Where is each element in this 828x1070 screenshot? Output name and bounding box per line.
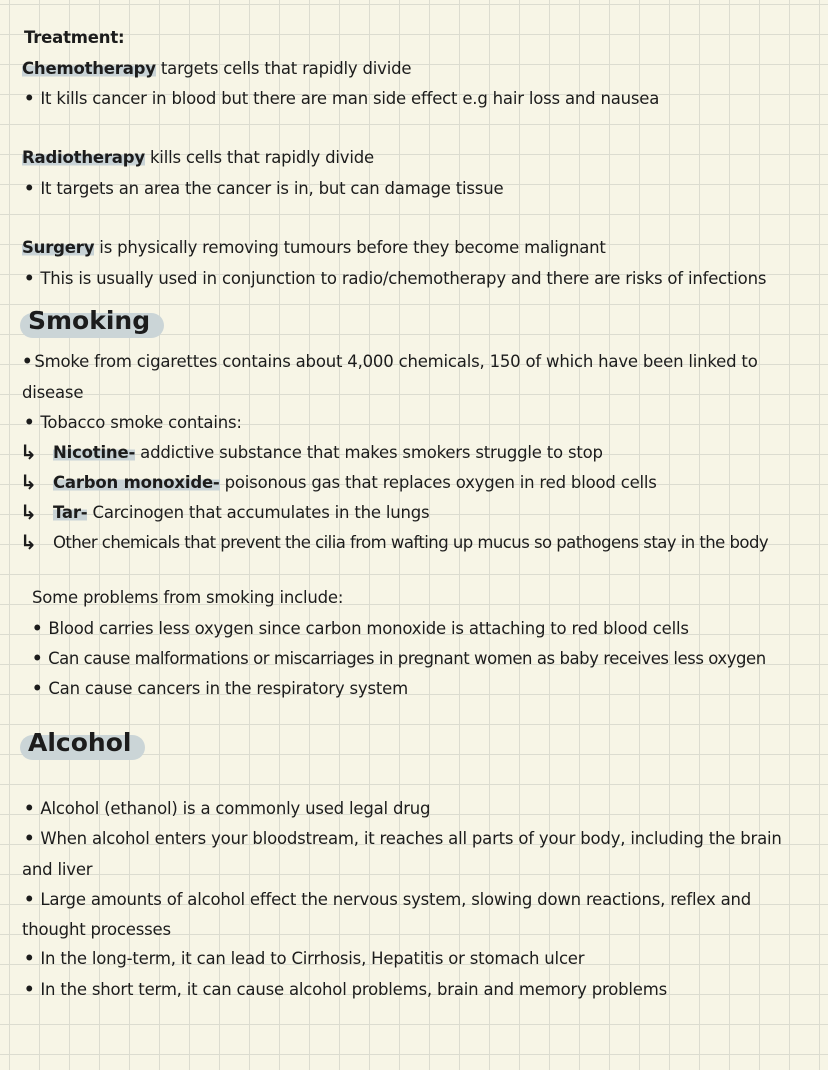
alcohol-text: When alcohol enters your bloodstream, it reaches all parts of your body, including the brain	[40, 829, 782, 848]
arrow-icon: ↳	[20, 470, 37, 494]
problem-item	[32, 649, 766, 669]
smoking-item-other	[53, 533, 768, 553]
smoking-line1-text: Smoke from cigarettes contains about 4,000 chemicals, 150 of which have been linked to	[34, 352, 758, 371]
problems-title: Some problems from smoking include:	[32, 588, 344, 607]
alcohol-bullet-2-cont: and liver	[22, 860, 93, 879]
bullet-icon: •	[32, 619, 43, 638]
smoking-heading-text: Smoking	[28, 306, 151, 335]
bullet-icon: •	[32, 649, 43, 668]
chemo-term: Chemotherapy	[22, 59, 156, 78]
smoking-item-carbon-monoxide	[53, 473, 657, 493]
alcohol-bullet-3-cont: thought processes	[22, 920, 171, 939]
item-term: Tar-	[53, 503, 88, 522]
radio-bullet	[24, 179, 503, 199]
alcohol-bullet-5	[24, 980, 667, 1000]
radio-bullet-text: It targets an area the cancer is in, but can damage tissue	[40, 179, 504, 198]
chemo-text: targets cells that rapidly divide	[155, 59, 412, 78]
smoking-heading	[20, 306, 164, 336]
bullet-icon: •	[24, 829, 35, 848]
bullet-icon: •	[22, 352, 33, 371]
bullet-icon: •	[24, 413, 35, 432]
item-term: Nicotine-	[53, 443, 136, 462]
arrow-icon: ↳	[20, 440, 37, 464]
item-term: Carbon monoxide-	[53, 473, 220, 492]
problem-item	[32, 679, 408, 699]
bullet-icon: •	[24, 799, 35, 818]
alcohol-text: In the long-term, it can lead to Cirrhosis, Hepatitis or stomach ulcer	[40, 949, 585, 968]
radio-text: kills cells that rapidly divide	[144, 148, 374, 167]
chemo-bullet-text: It kills cancer in blood but there are man side effect e.g hair loss and nausea	[40, 89, 660, 108]
treatment-title: Treatment:	[24, 28, 125, 47]
chemo-line	[22, 59, 411, 79]
alcohol-text: Large amounts of alcohol effect the nervous system, slowing down reactions, reflex and	[40, 890, 752, 909]
problem-text: Blood carries less oxygen since carbon monoxide is attaching to red blood cells	[48, 619, 689, 638]
alcohol-bullet-4	[24, 949, 584, 969]
surgery-bullet	[24, 269, 766, 289]
alcohol-text: Alcohol (ethanol) is a commonly used legal drug	[40, 799, 431, 818]
smoking-line2	[24, 413, 242, 433]
surgery-text: is physically removing tumours before they become malignant	[94, 238, 606, 257]
problem-item	[32, 619, 689, 639]
smoking-line1	[22, 352, 758, 372]
item-text: addictive substance that makes smokers struggle to stop	[135, 443, 603, 462]
alcohol-bullet-3	[24, 890, 751, 910]
alcohol-text: In the short term, it can cause alcohol problems, brain and memory problems	[40, 980, 667, 999]
smoking-line1-cont: disease	[22, 383, 84, 402]
surgery-line	[22, 238, 606, 258]
item-text: Carcinogen that accumulates in the lungs	[87, 503, 430, 522]
arrow-icon: ↳	[20, 500, 37, 524]
bullet-icon: •	[24, 269, 35, 288]
problem-text: Can cause malformations or miscarriages in pregnant women as baby receives less oxygen	[48, 649, 766, 668]
item-text: Other chemicals that prevent the cilia from wafting up mucus so pathogens stay in the body	[53, 533, 769, 552]
bullet-icon: •	[24, 89, 35, 108]
problem-text: Can cause cancers in the respiratory system	[48, 679, 408, 698]
alcohol-heading	[20, 728, 145, 758]
radio-line	[22, 148, 374, 168]
smoking-item-tar	[53, 503, 429, 523]
alcohol-bullet-1	[24, 799, 430, 819]
bullet-icon: •	[24, 890, 35, 909]
bullet-icon: •	[24, 179, 35, 198]
arrow-icon: ↳	[20, 530, 37, 554]
alcohol-bullet-2	[24, 829, 782, 849]
radio-term: Radiotherapy	[22, 148, 145, 167]
bullet-icon: •	[24, 949, 35, 968]
smoking-line2-text: Tobacco smoke contains:	[40, 413, 242, 432]
bullet-icon: •	[24, 980, 35, 999]
alcohol-heading-text: Alcohol	[28, 728, 132, 757]
surgery-bullet-text: This is usually used in conjunction to radio/chemotherapy and there are risks of infections	[40, 269, 767, 288]
item-text: poisonous gas that replaces oxygen in red blood cells	[219, 473, 657, 492]
surgery-term: Surgery	[22, 238, 95, 257]
smoking-item-nicotine	[53, 443, 603, 463]
bullet-icon: •	[32, 679, 43, 698]
chemo-bullet	[24, 89, 659, 109]
